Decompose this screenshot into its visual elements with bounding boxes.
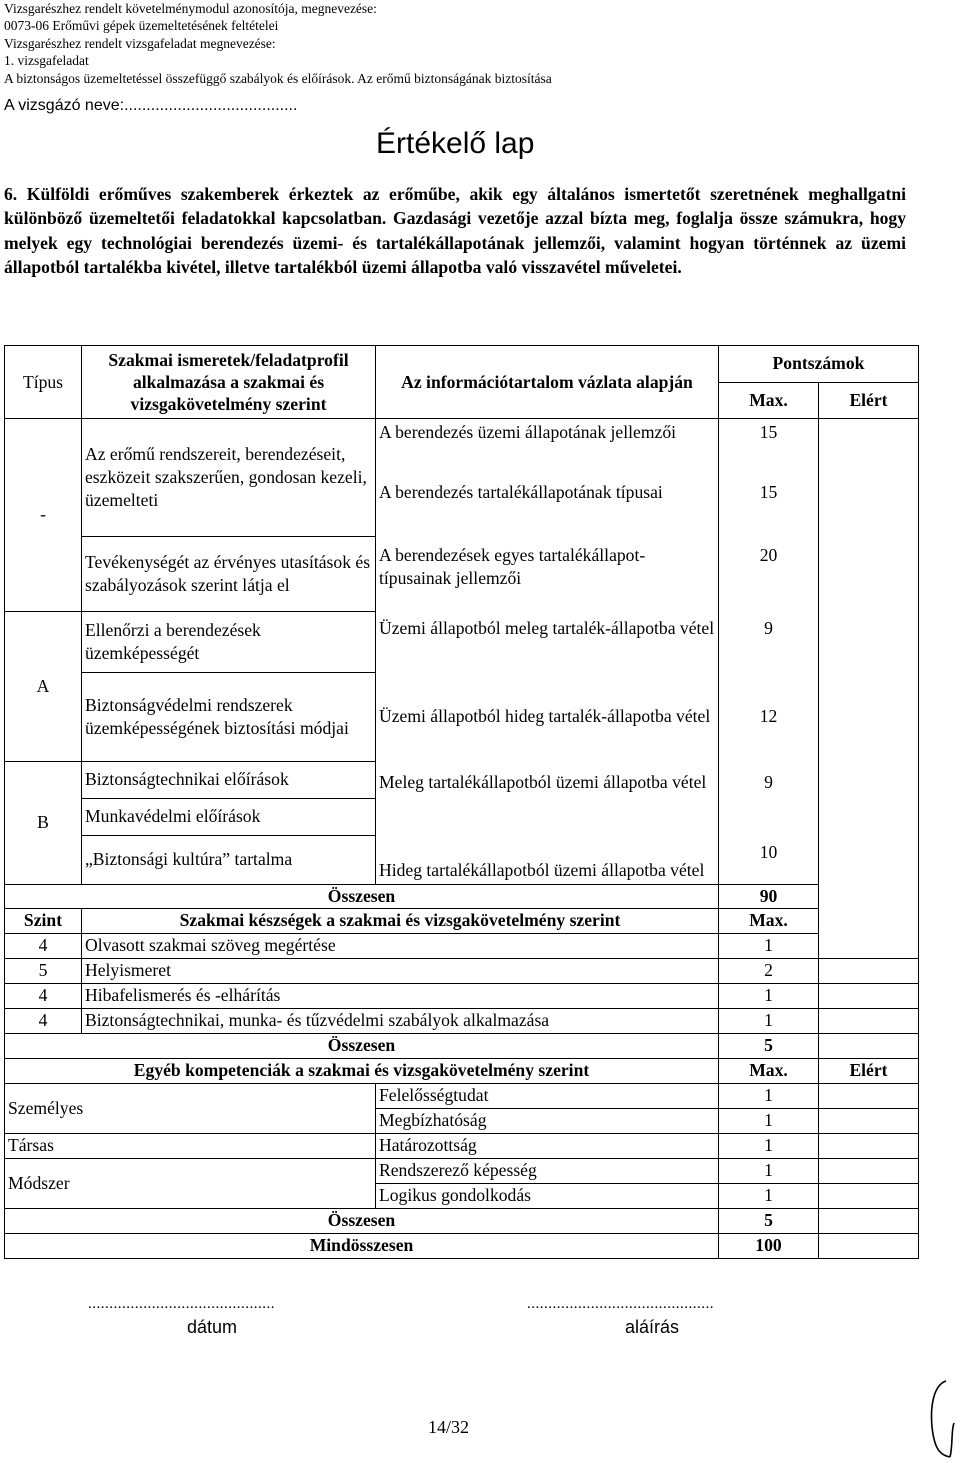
date-label: dátum [187, 1317, 238, 1337]
profile-cell: Tevékenységét az érvényes utasítások és szabályozások szerint látja el [82, 536, 376, 611]
type-a: A [5, 611, 82, 761]
comp-name: Határozottság [376, 1133, 719, 1158]
achieved-cell[interactable] [819, 958, 919, 983]
profile-cell: Az erőmű rendszereit, berendezéseit, eszközeit szakszerűen, gondosan kezeli, üzemelteti [82, 419, 376, 537]
col-head-points: Pontszámok [719, 346, 919, 383]
achieved-cell[interactable] [819, 1083, 919, 1108]
total-label: Összesen [5, 1033, 719, 1058]
total-value: 5 [719, 1033, 819, 1058]
skill-name: Olvasott szakmai szöveg megértése [82, 933, 719, 958]
achieved-cell[interactable] [819, 1158, 919, 1183]
achieved-cell[interactable] [819, 1008, 919, 1033]
achieved-cell[interactable] [819, 1208, 919, 1233]
handwritten-mark-icon [920, 1375, 956, 1460]
comp-max: 1 [719, 1083, 819, 1108]
other-comp-head: Egyéb kompetenciák a szakmai és vizsgakövetelmény szerint [5, 1058, 719, 1083]
header-line: Vizsgarészhez rendelt követelménymodul azonosítója, megnevezése: [4, 1, 377, 16]
info-item: Üzemi állapotból hideg tartalék-állapotba vétel [376, 672, 719, 761]
candidate-name-label: A vizsgázó neve:....................................... [4, 97, 298, 114]
grand-total-value: 100 [719, 1233, 819, 1258]
header-line: 0073-06 Erőművi gépek üzemeltetésének feltételei [4, 18, 279, 34]
profile-cell: Biztonságtechnikai előírások [82, 761, 376, 798]
skill-name: Biztonságtechnikai, munka- és tűzvédelmi szabályok alkalmazása [82, 1008, 719, 1033]
header-line: 1. vizsgafeladat [4, 53, 89, 69]
info-item: Hideg tartalékállapotból üzemi állapotba vétel [376, 835, 719, 884]
info-item: Meleg tartalékállapotból üzemi állapotba vétel [376, 761, 719, 835]
comp-name: Felelősségtudat [376, 1083, 719, 1108]
total-value: 90 [719, 884, 819, 908]
comp-group-method: Módszer [5, 1158, 376, 1208]
profile-cell: „Biztonsági kultúra” tartalma [82, 835, 376, 884]
skill-level: 5 [5, 958, 82, 983]
skill-name: Hibafelismerés és -elhárítás [82, 983, 719, 1008]
total-label: Összesen [5, 1208, 719, 1233]
comp-name: Rendszerező képesség [376, 1158, 719, 1183]
skill-name: Helyismeret [82, 958, 719, 983]
page-number: 14/32 [428, 1417, 470, 1437]
max-points: 15 [719, 481, 819, 536]
max-points: 12 [719, 672, 819, 761]
skill-level: 4 [5, 983, 82, 1008]
header-line: A biztonságos üzemeltetéssel összefüggő szabályok és előírások. Az erőmű biztonságának biztosítása [4, 70, 552, 86]
achieved-cell[interactable] [819, 419, 919, 959]
col-head-achieved: Elért [819, 382, 919, 419]
max-points: 15 [719, 419, 819, 482]
achieved-cell[interactable] [819, 1233, 919, 1258]
skills-max-head: Max. [719, 908, 819, 933]
max-points: 20 [719, 536, 819, 611]
total-label: Összesen [5, 884, 719, 908]
type-b: B [5, 761, 82, 884]
achieved-cell[interactable] [819, 1183, 919, 1208]
comp-max: 1 [719, 1108, 819, 1133]
other-achieved-head: Elért [819, 1058, 919, 1083]
profile-cell: Biztonságvédelmi rendszerek üzemképességének biztosítási módjai [82, 672, 376, 761]
skill-max: 2 [719, 958, 819, 983]
achieved-cell[interactable] [819, 1108, 919, 1133]
task-description: 6. Külföldi erőműves szakemberek érkeztek az erőműbe, akik egy általános ismertetőt szeretnének meghallgatni különböző üzemeltetői feladatokkal kapcsolatban. Gazdasági vezetője azzal bízta meg, foglalja össze számukra, hogy melyek egy technológiai berendezés üzemi- és tartalékállapotának jellemzői, valamint hogyan történnek az üzemi állapotból tartalékba kivétel, illetve tartalékból üzemi állapotba való visszavétel műveletei. [4, 184, 906, 278]
comp-name: Megbízhatóság [376, 1108, 719, 1133]
max-points: 9 [719, 611, 819, 672]
skills-head: Szakmai készségek a szakmai és vizsgakövetelmény szerint [82, 908, 719, 933]
col-head-info: Az információtartalom vázlata alapján [376, 346, 719, 419]
profile-cell: Ellenőrzi a berendezések üzemképességét [82, 611, 376, 672]
info-item: A berendezés üzemi állapotának jellemzői [376, 419, 719, 482]
signature-line[interactable]: ............................................ [527, 1296, 714, 1312]
skill-level: 4 [5, 1008, 82, 1033]
comp-group-personal: Személyes [5, 1083, 376, 1133]
header-block [4, 0, 552, 87]
comp-group-social: Társas [5, 1133, 376, 1158]
achieved-cell[interactable] [819, 1133, 919, 1158]
max-points: 9 [719, 761, 819, 835]
signature-label: aláírás [625, 1317, 680, 1337]
profile-cell: Munkavédelmi előírások [82, 798, 376, 835]
comp-max: 1 [719, 1133, 819, 1158]
date-line[interactable]: ............................................ [88, 1296, 275, 1312]
evaluation-table [4, 345, 919, 1259]
achieved-cell[interactable] [819, 1033, 919, 1058]
header-line: Vizsgarészhez rendelt vizsgafeladat megnevezése: [4, 35, 276, 51]
page-title: Értékelő lap [376, 127, 535, 160]
achieved-cell[interactable] [819, 983, 919, 1008]
level-head: Szint [5, 908, 82, 933]
total-value: 5 [719, 1208, 819, 1233]
info-item: A berendezések egyes tartalékállapot-típusainak jellemzői [376, 536, 719, 611]
type-dash: - [5, 419, 82, 612]
col-head-profile: Szakmai ismeretek/feladatprofil alkalmazása a szakmai és vizsgakövetelmény szerint [82, 346, 376, 419]
comp-name: Logikus gondolkodás [376, 1183, 719, 1208]
skill-max: 1 [719, 983, 819, 1008]
col-head-max: Max. [719, 382, 819, 419]
comp-max: 1 [719, 1183, 819, 1208]
grand-total-label: Mindösszesen [5, 1233, 719, 1258]
info-item: Üzemi állapotból meleg tartalék-állapotba vétel [376, 611, 719, 672]
info-item: A berendezés tartalékállapotának típusai [376, 481, 719, 536]
comp-max: 1 [719, 1158, 819, 1183]
other-max-head: Max. [719, 1058, 819, 1083]
skill-max: 1 [719, 933, 819, 958]
max-points: 10 [719, 835, 819, 884]
col-head-type: Típus [5, 346, 82, 419]
skill-level: 4 [5, 933, 82, 958]
skill-max: 1 [719, 1008, 819, 1033]
